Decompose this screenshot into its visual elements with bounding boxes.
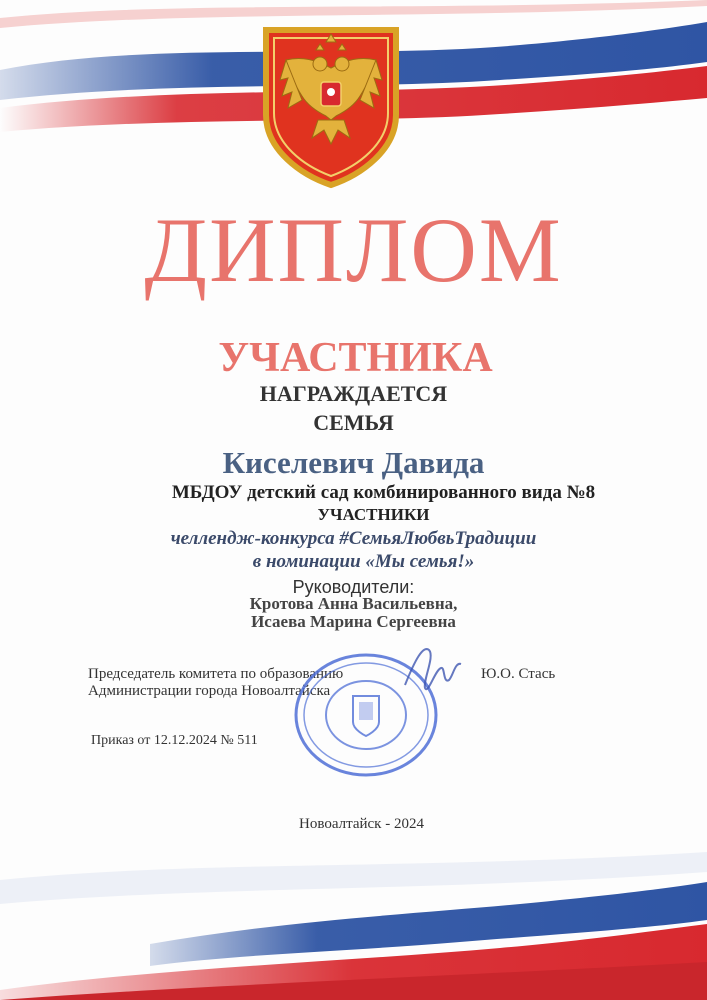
russian-coat-of-arms-icon bbox=[246, 20, 416, 190]
signer-position-line: Администрации города Новоалтайска bbox=[88, 683, 331, 699]
leader-name: Исаева Марина Сергеевна bbox=[251, 612, 456, 631]
signer-name: Ю.О. Стась bbox=[481, 666, 556, 682]
signer-position-line: Председатель комитета по образованию bbox=[88, 666, 344, 682]
participants-label: УЧАСТНИКИ bbox=[317, 505, 430, 524]
awarded-heading: НАГРАЖДАЕТСЯ bbox=[259, 381, 448, 406]
leaders-label: Руководители: bbox=[292, 577, 415, 597]
diploma-subtitle: УЧАСТНИКА bbox=[218, 335, 493, 381]
family-name: Киселевич Давида bbox=[222, 445, 485, 480]
city-year: Новоалтайск - 2024 bbox=[299, 816, 424, 832]
handwritten-signature-icon bbox=[395, 640, 475, 700]
leader-name: Кротова Анна Васильевна, bbox=[249, 594, 458, 613]
order-reference: Приказ от 12.12.2024 № 511 bbox=[91, 733, 258, 748]
diploma-title: ДИПЛОМ bbox=[144, 199, 563, 301]
contest-name: челлендж-конкурса #СемьяЛюбвьТрадиции bbox=[170, 528, 537, 549]
organization-name: МБДОУ детский сад комбинированного вида №8 bbox=[171, 482, 596, 503]
nomination-name: в номинации «Мы семья!» bbox=[252, 551, 475, 572]
family-label: СЕМЬЯ bbox=[313, 410, 394, 435]
